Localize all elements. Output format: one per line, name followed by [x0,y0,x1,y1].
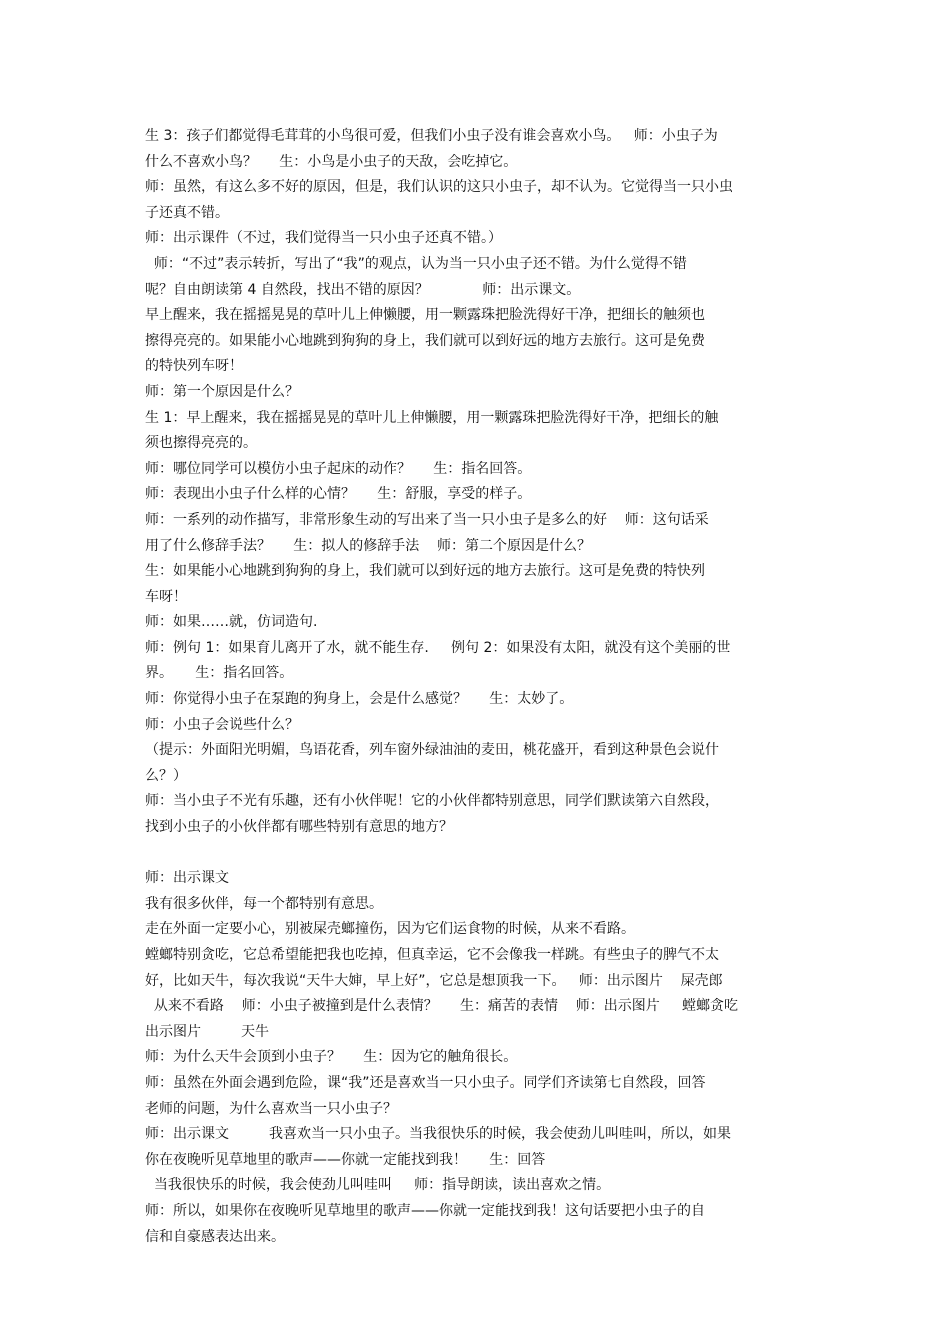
text-line: 师：为什么天牛会顶到小虫子？ 生：因为它的触角很长。 [145,1049,518,1066]
text-line: 车呀！ [145,588,187,605]
text-line: 你在夜晚听见草地里的歌声——你就一定能找到我！ 生：回答 [145,1151,546,1168]
text-line: 师：表现出小虫子什么样的心情？ 生：舒服，享受的样子。 [145,486,532,503]
text-line: 呢？自由朗读第 4 自然段，找出不错的原因？ 师：出示课文。 [145,281,581,298]
text-line: 师：出示课文 我喜欢当一只小虫子。当我很快乐的时候，我会使劲儿叫哇叫，所以，如果 [145,1126,732,1143]
text-line: 老师的问题，为什么喜欢当一只小虫子？ [145,1100,397,1117]
text-line: 师：你觉得小虫子在泵跑的狗身上，会是什么感觉？ 生：太妙了。 [145,691,574,708]
text-line: 生 3：孩子们都觉得毛茸茸的小鸟很可爱，但我们小虫子没有谁会喜欢小鸟。 师：小虫子为 [145,128,718,144]
text-line: 早上醒来，我在摇摇晃晃的草叶儿上伸懒腰，用一颗露珠把脸洗得好干净，把细长的触须也 [145,307,705,324]
text-line: 师：例句 1：如果育儿离开了水，就不能生存. 例句 2：如果没有太阳，就没有这个美丽的世 [145,639,731,656]
text-line: 师：哪位同学可以模仿小虫子起床的动作？ 生：指名回答。 [145,460,532,477]
text-line: 子还真不错。 [145,204,229,221]
text-line: 界。 生：指名回答。 [145,665,294,682]
text-line: 什么不喜欢小鸟？ 生：小鸟是小虫子的天敌，会吃掉它。 [145,153,518,170]
text-line: 螳螂特别贪吃，它总希望能把我也吃掉，但真幸运，它不会像我一样跳。有些虫子的脾气不太 [145,947,719,963]
text-line: 用了什么修辞手法？ 生：拟人的修辞手法 师：第二个原因是什么？ [145,537,592,554]
text-line: 师：所以，如果你在夜晚听见草地里的歌声——你就一定能找到我！这句话要把小虫子的自 [145,1202,705,1219]
text-line: 师：虽然，有这么多不好的原因，但是，我们认识的这只小虫子，却不认为。它觉得当一只小虫 [145,179,733,196]
text-line: 走在外面一定要小心，别被屎壳螂撞伤，因为它们运食物的时候，从来不看路。 [145,921,635,938]
text-line: 师：当小虫子不光有乐趣，还有小伙伴呢！它的小伙伴都特别意思，同学们默读第六自然段， [145,793,719,810]
text-line: 擦得亮亮的。如果能小心地跳到狗狗的身上，我们就可以到好远的地方去旅行。这可是免费 [145,332,705,349]
text-line: 师：虽然在外面会遇到危险，课“我”还是喜欢当一只小虫子。同学们齐读第七自然段，回答 [145,1074,706,1091]
text-line: 么？） [145,767,187,784]
text-line: 师：小虫子会说些什么？ [145,716,299,733]
text-line: 好，比如天牛，每次我说“天牛大婶，早上好”，它总是想顶我一下。 师：出示图片 屎壳郎 [145,972,723,989]
text-line: 师：出示课件（不过，我们觉得当一只小虫子还真不错。） [145,230,502,247]
text-line: （提示：外面阳光明媚，鸟语花香，列车窗外绿油油的麦田，桃花盛开，看到这种景色会说什 [145,742,719,759]
text-line: 师：第一个原因是什么？ [145,383,299,400]
text-line: 生：如果能小心地跳到狗狗的身上，我们就可以到好远的地方去旅行。这可是免费的特快列 [145,563,705,580]
text-line: 师：出示课文 [145,870,229,887]
document-body [145,124,810,1250]
text-line: 我有很多伙伴，每一个都特别有意思。 [145,895,383,912]
text-line: 信和自豪感表达出来。 [145,1228,285,1245]
text-line: 的特快列车呀！ [145,358,243,375]
text-line: 师：如果……就，仿词造句. [145,614,318,631]
text-line: 师：一系列的动作描写，非常形象生动的写出来了当一只小虫子是多么的好 师：这句话采 [145,511,709,528]
blank-line [145,841,810,867]
text-line: 师：“不过”表示转折，写出了“我”的观点，认为当一只小虫子还不错。为什么觉得不错 [145,255,687,272]
text-line: 当我很快乐的时候，我会使劲儿叫哇叫 师：指导朗读，读出喜欢之情。 [145,1177,611,1194]
text-line: 出示图片 天牛 [145,1023,270,1040]
text-line: 须也擦得亮亮的。 [145,435,257,452]
text-line: 找到小虫子的小伙伴都有哪些特别有意思的地方？ [145,819,453,836]
text-line: 生 1：早上醒来，我在摇摇晃晃的草叶儿上伸懒腰，用一颗露珠把脸洗得好干净，把细长的触 [145,409,719,426]
text-line: 从来不看路 师：小虫子被撞到是什么表情？ 生：痛苦的表情 师：出示图片 螳螂贪吃 [145,998,739,1015]
